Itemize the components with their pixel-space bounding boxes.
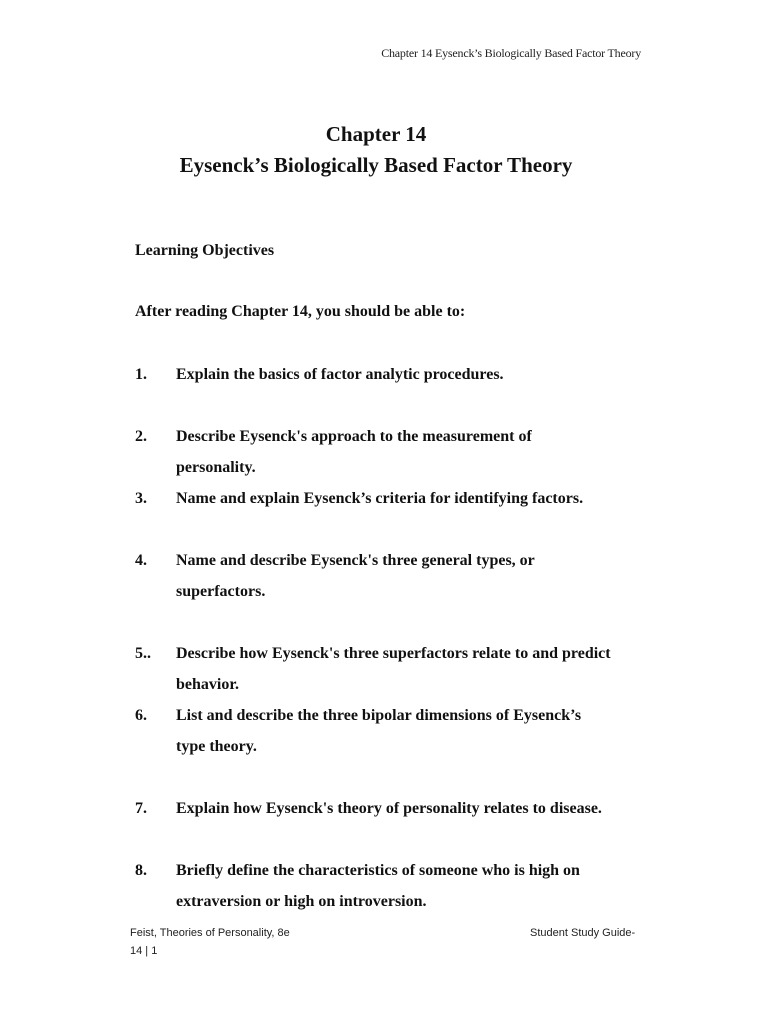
objective-number: 3. <box>135 490 147 507</box>
objective-text-continued: behavior. <box>176 676 239 693</box>
objective-text-continued: type theory. <box>176 738 257 755</box>
objective-number: 5.. <box>135 645 151 662</box>
objective-text-continued: superfactors. <box>176 583 266 600</box>
objective-number: 2. <box>135 428 147 445</box>
objective-text-continued: extraversion or high on introversion. <box>176 893 427 910</box>
objective-number: 4. <box>135 552 147 569</box>
objective-text: Name and explain Eysenck’s criteria for identifying factors. <box>176 490 584 507</box>
chapter-title: Eysenck’s Biologically Based Factor Theory <box>179 153 573 177</box>
running-head: Chapter 14 Eysenck’s Biologically Based Factor Theory <box>381 46 641 60</box>
objective-text: Describe Eysenck's approach to the measurement of <box>176 428 532 445</box>
objective-text: Name and describe Eysenck's three general types, or <box>176 552 535 569</box>
footer-source: Feist, Theories of Personality, 8e <box>130 927 290 939</box>
objective-text: Describe how Eysenck's three superfactors relate to and predict <box>176 645 611 662</box>
objective-text: Explain the basics of factor analytic procedures. <box>176 366 504 383</box>
section-heading: Learning Objectives <box>135 242 275 259</box>
chapter-number: Chapter 14 <box>325 122 427 146</box>
objective-number: 1. <box>135 366 147 383</box>
objective-text-continued: personality. <box>176 459 256 476</box>
objective-number: 6. <box>135 707 147 724</box>
objective-number: 7. <box>135 800 147 817</box>
footer-page-number: 14 | 1 <box>130 945 158 957</box>
objective-number: 8. <box>135 862 147 879</box>
objective-text: Briefly define the characteristics of someone who is high on <box>176 862 580 879</box>
objectives-intro: After reading Chapter 14, you should be able to: <box>135 303 466 320</box>
objective-text: Explain how Eysenck's theory of personality relates to disease. <box>176 800 602 817</box>
objective-text: List and describe the three bipolar dimensions of Eysenck’s <box>176 707 582 724</box>
footer-guide-label: Student Study Guide- <box>530 927 636 939</box>
